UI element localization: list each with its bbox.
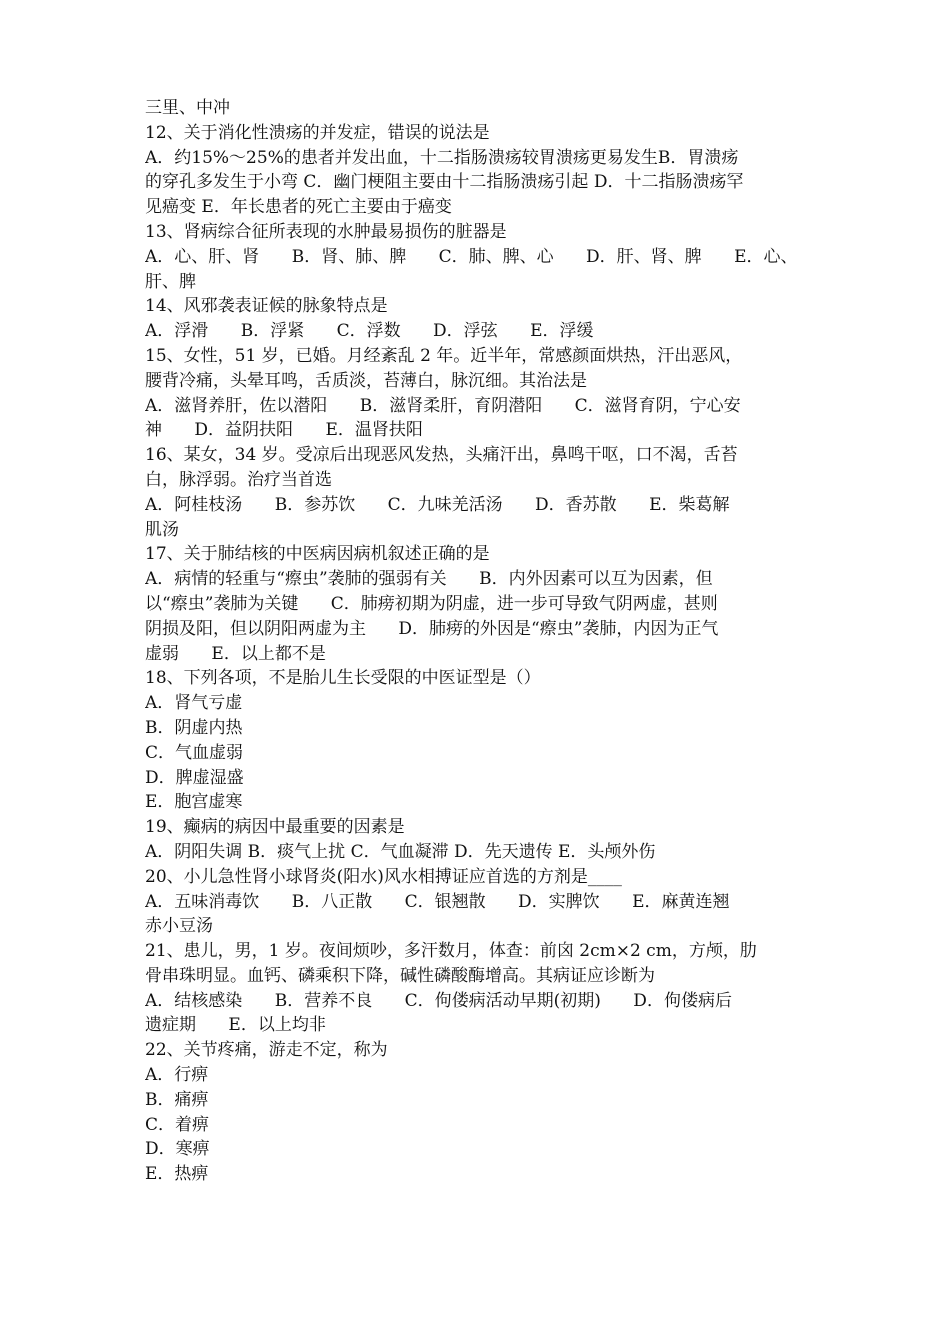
options-line: 的穿孔多发生于小弯 C．幽门梗阻主要由十二指肠溃疡引起 D．十二指肠溃疡罕 <box>145 172 744 193</box>
options-line: A．滋肾养肝，佐以潜阳 B．滋肾柔肝，育阴潜阳 C．滋肾育阴，宁心安 <box>145 395 741 416</box>
options-line: A．浮滑 B．浮紧 C．浮数 D．浮弦 E．浮缓 <box>145 321 594 342</box>
question-17: 17、关于肺结核的中医病因病机叙述正确的是 <box>145 544 490 565</box>
options-line: 肝、脾 <box>145 271 196 292</box>
options-line: 赤小豆汤 <box>145 916 213 937</box>
question-15: 15、女性，51 岁，已婚。月经紊乱 2 年。近半年，常感颜面烘热，汗出恶风， <box>145 345 743 366</box>
options-line: 遗症期 E．以上均非 <box>145 1015 326 1036</box>
question-19: 19、癫病的病因中最重要的因素是 <box>145 817 405 838</box>
options-line: 虚弱 E．以上都不是 <box>145 643 326 664</box>
options-line: A．五味消毒饮 B．八正散 C．银翘散 D．实脾饮 E．麻黄连翘 <box>145 891 730 912</box>
option-b: B．阴虚内热 <box>145 717 243 738</box>
options-line: A．阿桂枝汤 B．参苏饮 C．九味羌活汤 D．香苏散 E．柴葛解 <box>145 494 730 515</box>
options-line: A．心、肝、肾 B．肾、肺、脾 C．肺、脾、心 D．肝、肾、脾 E．心、 <box>145 246 798 267</box>
question-12: 12、关于消化性溃疡的并发症，错误的说法是 <box>145 122 490 143</box>
option-e: E．热痹 <box>145 1164 209 1185</box>
option-c: C．气血虚弱 <box>145 742 244 763</box>
question-22: 22、关节疼痛，游走不定，称为 <box>145 1040 388 1061</box>
options-line: 见癌变 E．年长患者的死亡主要由于癌变 <box>145 197 452 218</box>
options-line: A．阴阳失调 B．痰气上扰 C．气血凝滞 D．先天遗传 E．头颅外伤 <box>145 841 656 862</box>
option-b: B．痛痹 <box>145 1089 209 1110</box>
options-line: A．病情的轻重与“瘵虫”袭肺的强弱有关 B．内外因素可以互为因素，但 <box>145 569 713 590</box>
option-d: D．脾虚湿盛 <box>145 767 244 788</box>
options-line: 神 D．益阴扶阳 E．温肾扶阳 <box>145 420 423 441</box>
question-21: 21、患儿，男，1 岁。夜间烦吵，多汗数月，体查：前囟 2cm×2 cm，方颅，肋 <box>145 941 757 962</box>
question-20: 20、小儿急性肾小球肾炎(阳水)风水相搏证应首选的方剂是____ <box>145 866 622 887</box>
options-line: A．约15%～25%的患者并发出血，十二指肠溃疡较胃溃疡更易发生B．胃溃疡 <box>145 147 739 168</box>
question-14: 14、风邪袭表证候的脉象特点是 <box>145 296 388 317</box>
option-d: D．寒痹 <box>145 1139 210 1160</box>
text-line: 三里、中冲 <box>145 98 230 118</box>
question-text-line: 骨串珠明显。血钙、磷乘积下降，碱性磷酸酶增高。其病证应诊断为 <box>145 965 655 986</box>
options-line: 肌汤 <box>145 519 179 540</box>
options-line: 以“瘵虫”袭肺为关键 C．肺痨初期为阴虚，进一步可导致气阴两虚，甚则 <box>145 593 718 614</box>
option-c: C．着痹 <box>145 1114 210 1135</box>
option-e: E．胞宫虚寒 <box>145 792 243 813</box>
question-13: 13、肾病综合征所表现的水肿最易损伤的脏器是 <box>145 221 507 242</box>
option-a: A．行痹 <box>145 1065 209 1086</box>
question-16: 16、某女，34 岁。受凉后出现恶风发热，头痛汗出，鼻鸣干呕，口不渴，舌苔 <box>145 445 738 466</box>
options-line: 阴损及阳，但以阴阳两虚为主 D．肺痨的外因是“瘵虫”袭肺，内因为正气 <box>145 618 719 639</box>
question-text-line: 腰背冷痛，头晕耳鸣，舌质淡，苔薄白，脉沉细。其治法是 <box>145 370 587 391</box>
document-page <box>145 96 810 1187</box>
question-18: 18、下列各项，不是胎儿生长受限的中医证型是（） <box>145 668 541 689</box>
question-text-line: 白，脉浮弱。治疗当首选 <box>145 469 332 490</box>
option-a: A．肾气亏虚 <box>145 693 243 714</box>
options-line: A．结核感染 B．营养不良 C．佝偻病活动早期(初期) D．佝偻病后 <box>145 990 732 1011</box>
